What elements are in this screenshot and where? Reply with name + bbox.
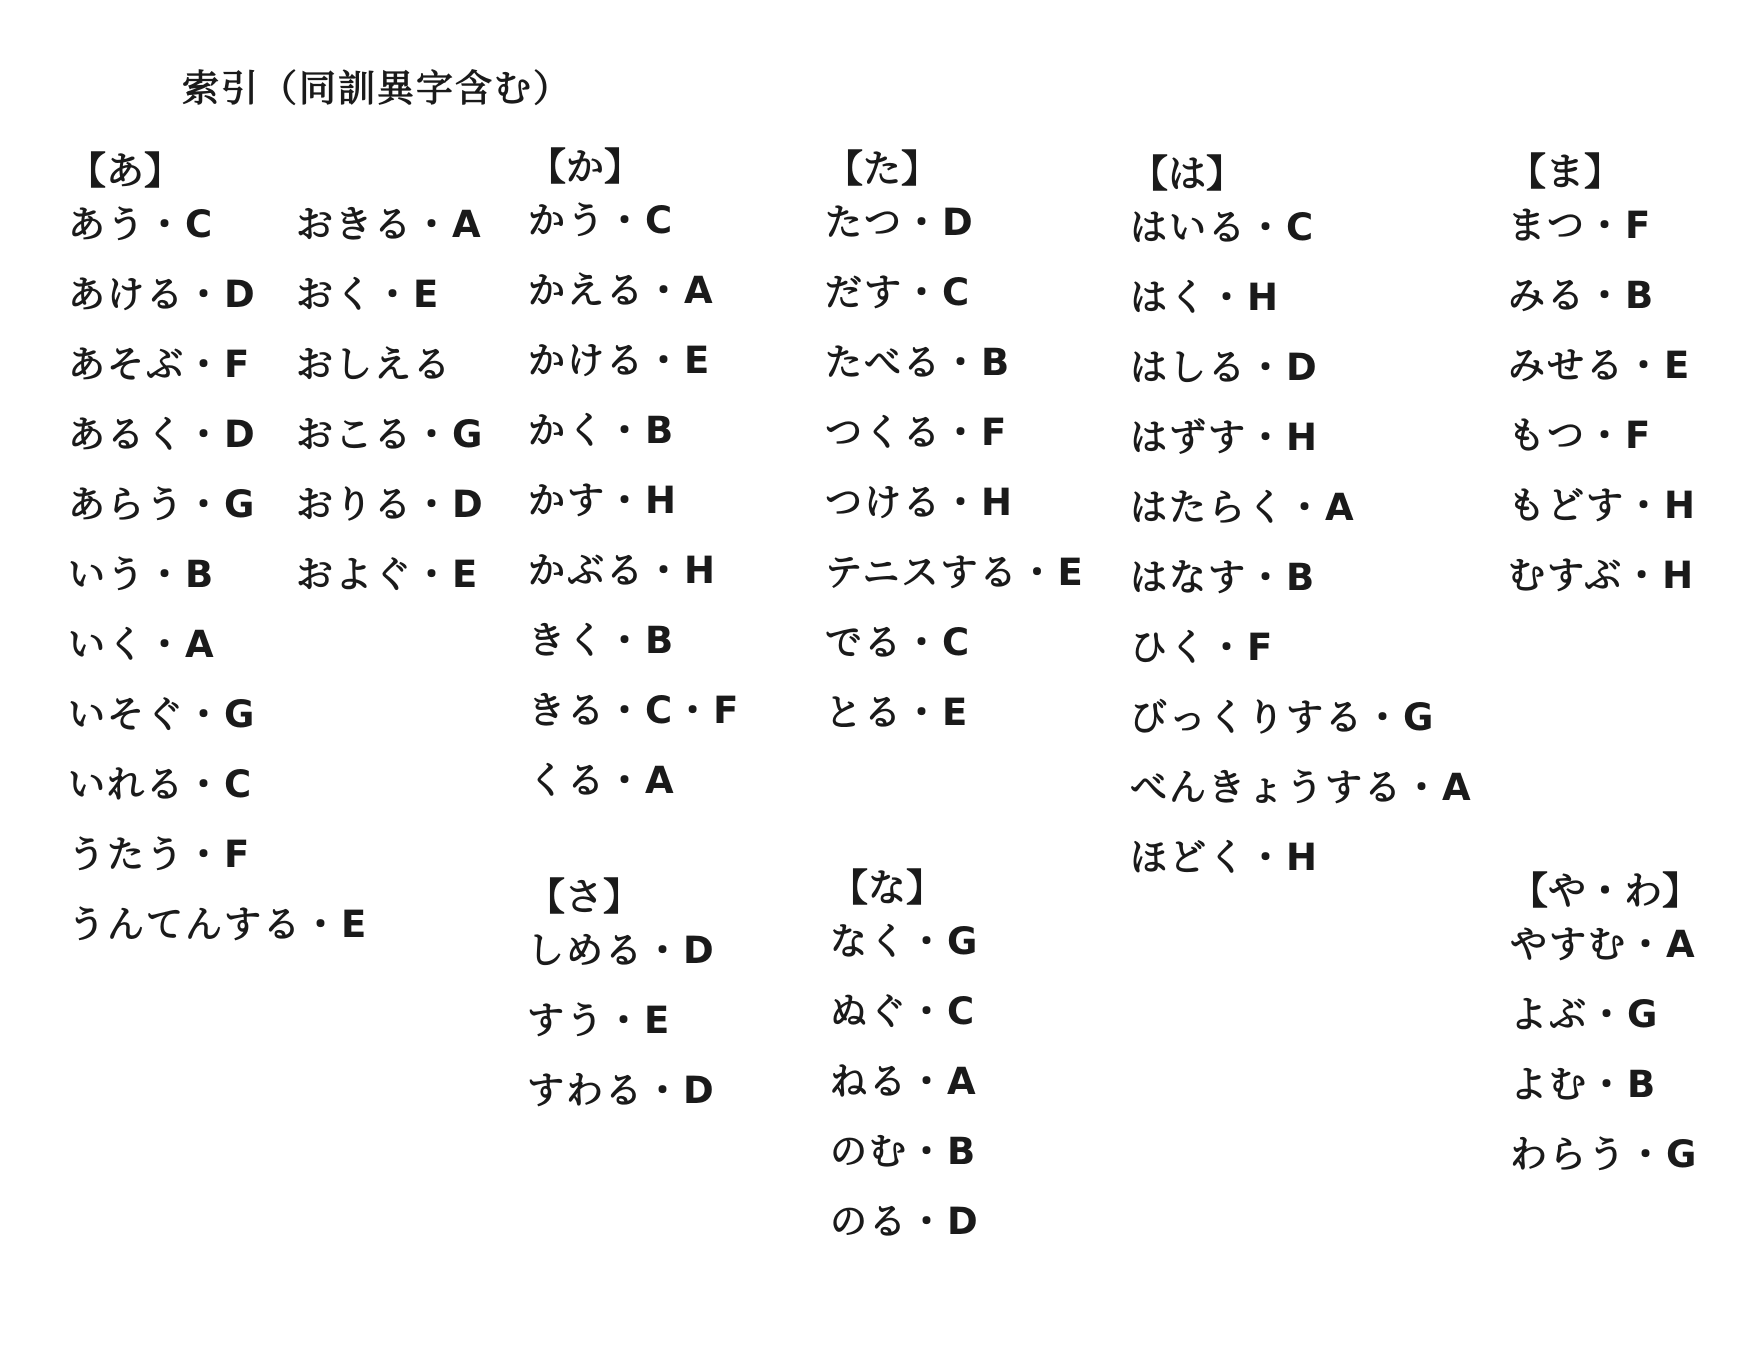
- index-entry: きく・B: [528, 619, 676, 662]
- index-entry: あるく・D: [68, 413, 257, 456]
- index-entry: テニスする・E: [825, 551, 1085, 594]
- index-entry: むすぶ・H: [1508, 554, 1696, 597]
- index-entry: でる・C: [825, 621, 972, 664]
- index-section-ma: [1508, 149, 1697, 623]
- index-entry: あう・C: [68, 203, 215, 246]
- section-heading-sa: 【さ】: [527, 875, 642, 919]
- index-entry: およぐ・E: [296, 553, 480, 596]
- index-entry: はたらく・A: [1130, 486, 1356, 529]
- index-entry: かえる・A: [528, 269, 715, 312]
- index-entry: わらう・G: [1510, 1133, 1699, 1176]
- section-a-column-2: [296, 202, 485, 622]
- index-entry: いそぐ・G: [68, 693, 257, 736]
- index-entry: びっくりする・G: [1130, 696, 1436, 739]
- index-entry: すう・E: [527, 999, 672, 1042]
- index-entry: あらう・G: [68, 483, 257, 526]
- index-entry: いく・A: [68, 623, 216, 666]
- index-entry: しめる・D: [527, 929, 716, 972]
- index-entry: おこる・G: [296, 413, 485, 456]
- index-entry: のむ・B: [830, 1130, 978, 1173]
- section-heading-ma: 【ま】: [1508, 150, 1623, 194]
- index-section-ya-wa: [1510, 868, 1700, 1202]
- page-title: 索引（同訓異字含む）: [182, 67, 572, 110]
- index-entry: かぶる・H: [528, 549, 717, 592]
- index-entry: もつ・F: [1508, 414, 1653, 457]
- index-entry: かす・H: [528, 479, 678, 522]
- index-entry: たつ・D: [825, 201, 975, 244]
- index-entry: すわる・D: [527, 1069, 716, 1112]
- index-entry: おりる・D: [296, 483, 485, 526]
- index-entry: うんてんする・E: [68, 903, 369, 946]
- index-entry: あける・D: [68, 273, 257, 316]
- index-entry: だす・C: [825, 271, 972, 314]
- index-entry: べんきょうする・A: [1130, 766, 1473, 809]
- index-entry: きる・C・F: [528, 689, 741, 732]
- index-entry: はずす・H: [1130, 416, 1319, 459]
- index-entry: よむ・B: [1510, 1063, 1658, 1106]
- index-section-ka: [528, 144, 740, 828]
- index-entry: くる・A: [528, 759, 676, 802]
- index-entry: みせる・E: [1508, 344, 1692, 387]
- index-section-sa: [527, 874, 716, 1138]
- index-entry: ねる・A: [830, 1060, 978, 1103]
- index-entry: あそぶ・F: [68, 343, 252, 386]
- section-heading-ya-wa: 【や・わ】: [1510, 869, 1701, 913]
- index-entry: たべる・B: [825, 341, 1012, 384]
- section-heading-ka: 【か】: [528, 145, 643, 189]
- index-section-ha: [1130, 151, 1473, 905]
- index-entry: まつ・F: [1508, 204, 1653, 247]
- index-entry: おしえる: [296, 343, 452, 386]
- index-entry: はなす・B: [1130, 556, 1317, 599]
- index-entry: おく・E: [296, 273, 441, 316]
- index-entry: はいる・C: [1130, 206, 1316, 249]
- index-entry: おきる・A: [296, 203, 483, 246]
- index-entry: はく・H: [1130, 276, 1280, 319]
- index-entry: はしる・D: [1130, 346, 1319, 389]
- index-entry: ひく・F: [1130, 626, 1275, 669]
- section-heading-na: 【な】: [830, 866, 945, 910]
- index-entry: かける・E: [528, 339, 712, 382]
- index-section-ta: [825, 146, 1085, 760]
- index-entry: かく・B: [528, 409, 676, 452]
- index-entry: つける・H: [825, 481, 1014, 524]
- index-entry: いれる・C: [68, 763, 254, 806]
- index-entry: ほどく・H: [1130, 836, 1319, 879]
- section-heading-ta: 【た】: [825, 147, 940, 191]
- index-entry: よぶ・G: [1510, 993, 1660, 1036]
- index-entry: やすむ・A: [1510, 923, 1697, 966]
- index-section-na: [830, 865, 980, 1269]
- index-entry: のる・D: [830, 1200, 980, 1243]
- index-entry: ぬぐ・C: [830, 990, 977, 1033]
- index-entry: つくる・F: [825, 411, 1009, 454]
- index-section-a: [68, 148, 485, 946]
- index-entry: かう・C: [528, 199, 675, 242]
- section-heading-a: 【あ】: [68, 149, 183, 193]
- index-entry: とる・E: [825, 691, 970, 734]
- index-entry: もどす・H: [1508, 484, 1697, 527]
- index-entry: なく・G: [830, 920, 980, 963]
- index-entry: うたう・F: [68, 833, 252, 876]
- section-heading-ha: 【は】: [1130, 152, 1245, 196]
- index-entry: みる・B: [1508, 274, 1656, 317]
- index-entry: いう・B: [68, 553, 216, 596]
